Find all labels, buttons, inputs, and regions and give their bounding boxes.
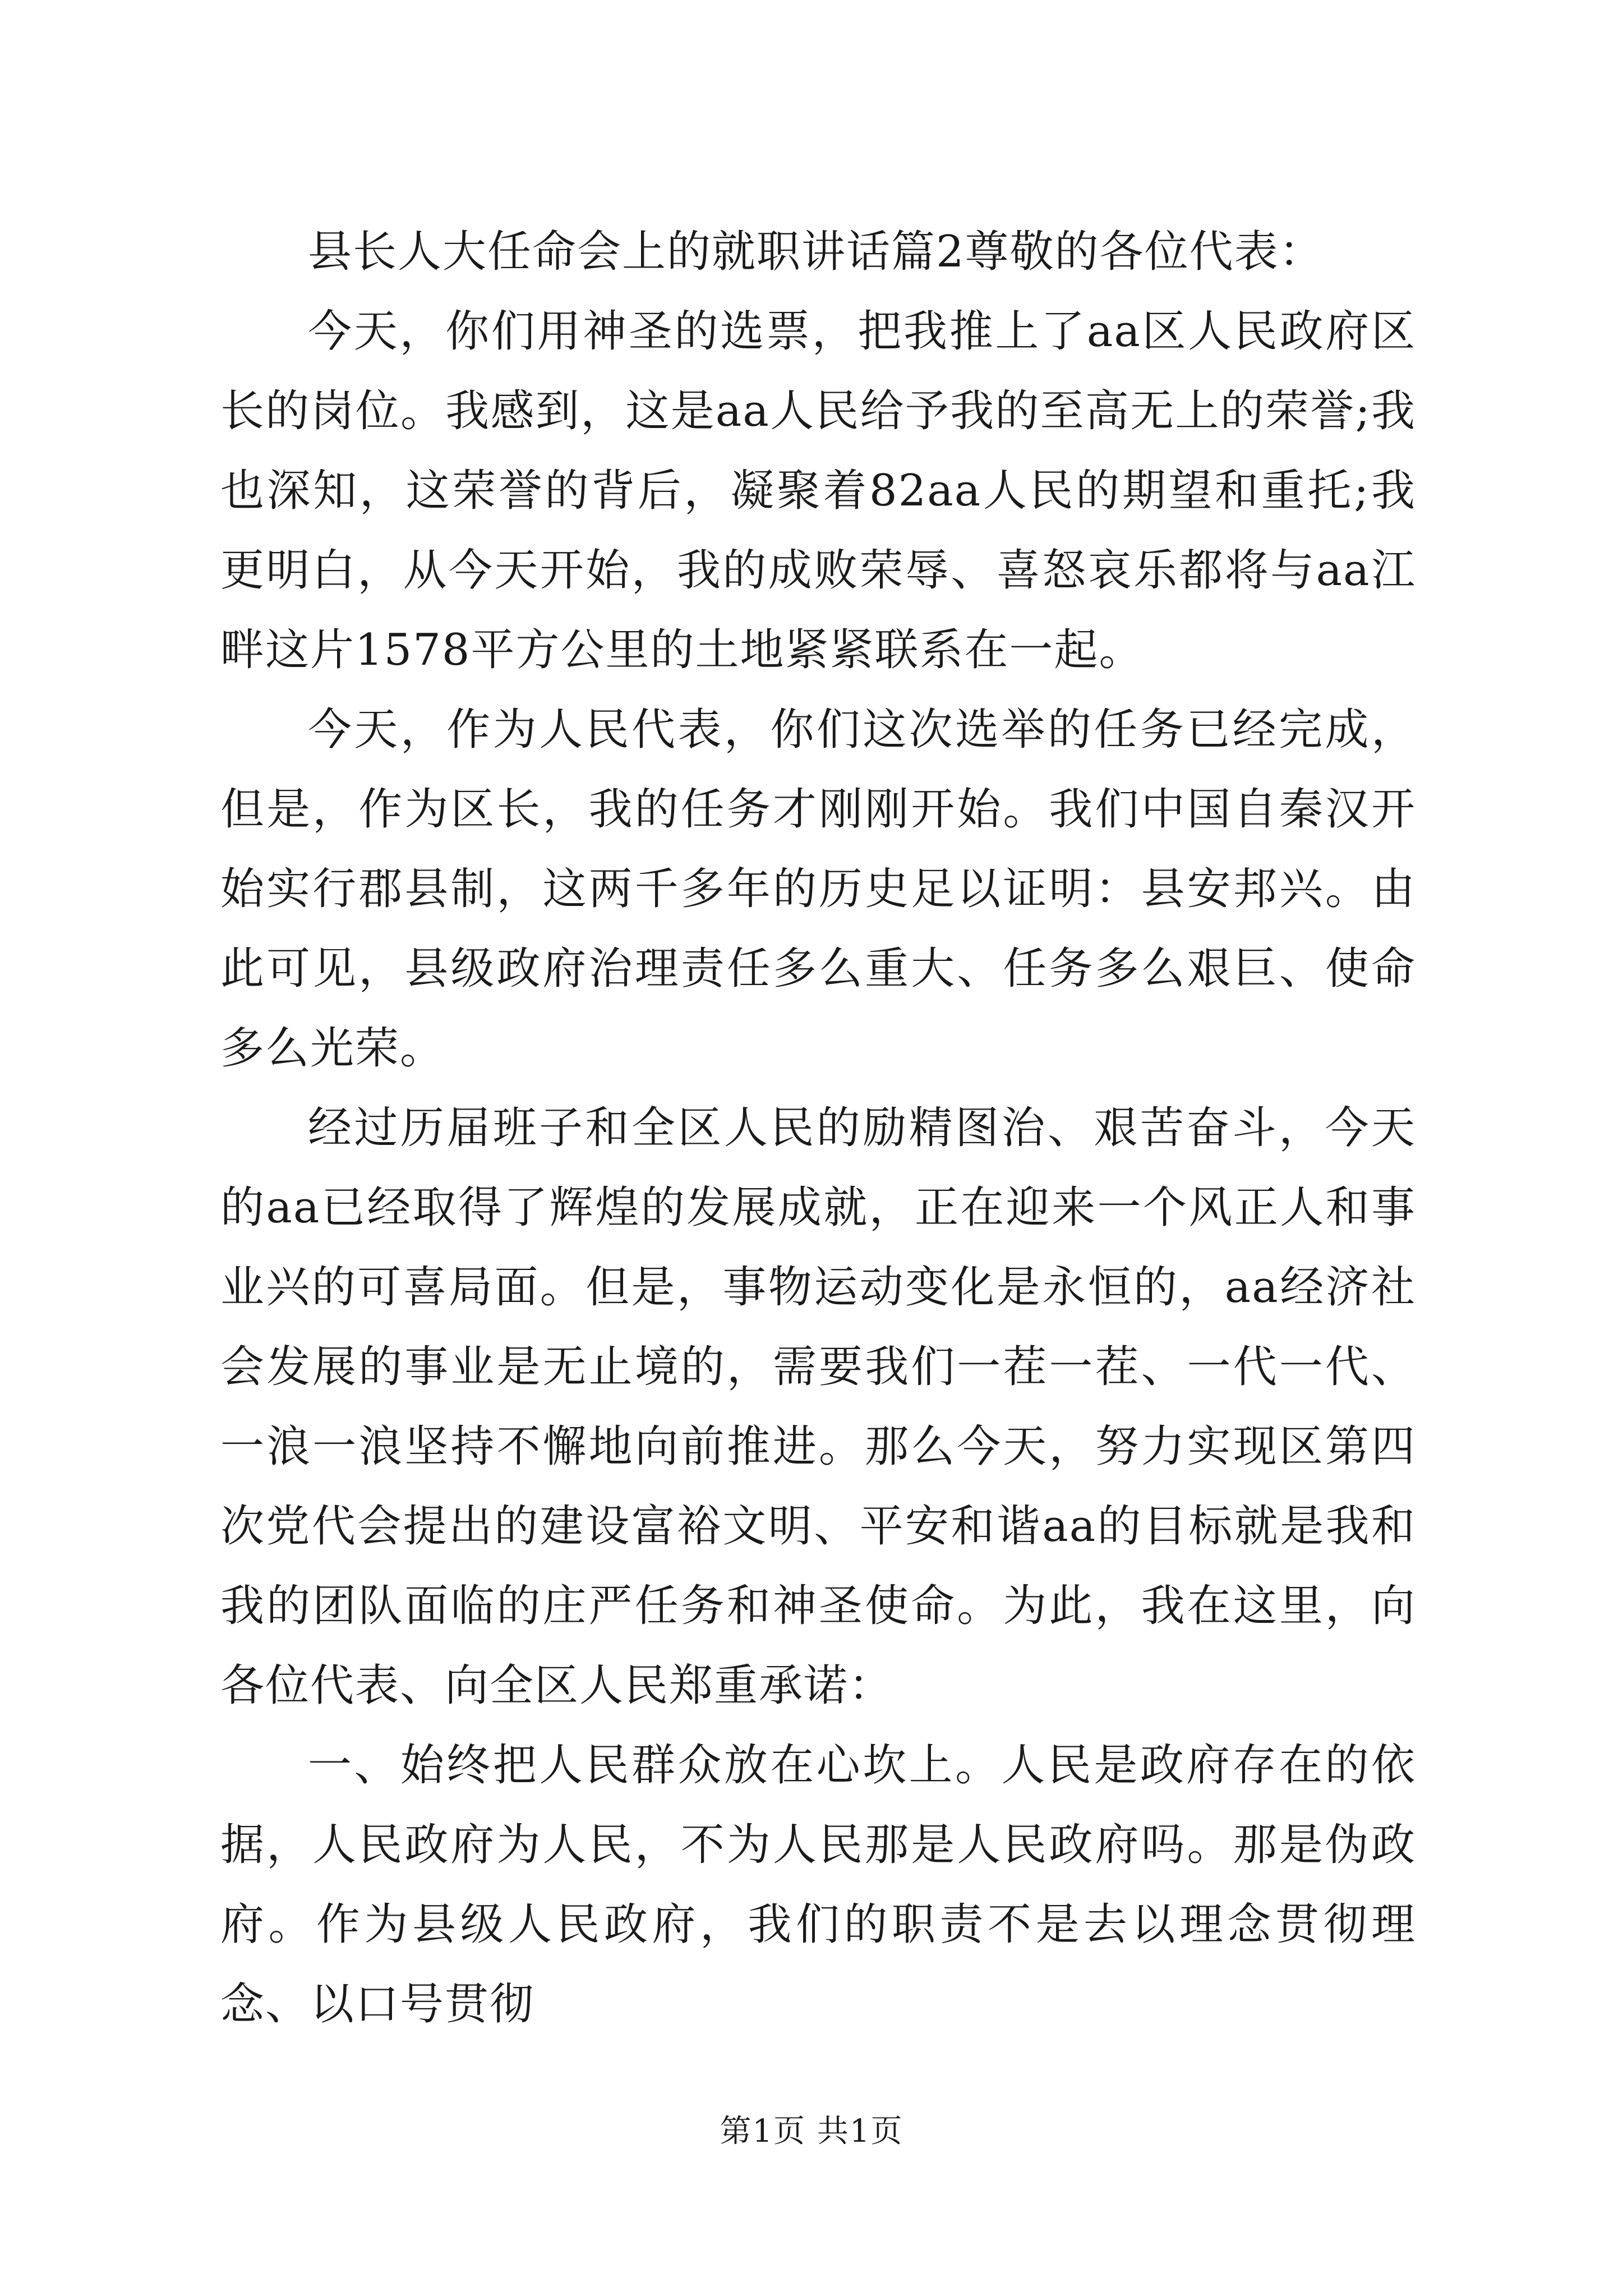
paragraph-1: 今天，你们用神圣的选票，把我推上了aa区人民政府区长的岗位。我感到，这是aa人民给予我的至高无上的荣誉;我也深知，这荣誉的背后，凝聚着82aa人民的期望和重托;我更明白，从今天开始，我的成败荣辱、喜怒哀乐都将与aa江畔这片1578平方公里的土地紧紧联系在一起。 bbox=[220, 306, 1416, 675]
paragraph-3: 经过历届班子和全区人民的励精图治、艰苦奋斗，今天的aa已经取得了辉煌的发展成就，正在迎来一个风正人和事业兴的可喜局面。但是，事物运动变化是永恒的，aa经济社会发展的事业是无止境的，需要我们一茬一茬、一代一代、一浪一浪坚持不懈地向前推进。那么今天，努力实现区第四次党代会提出的建设富裕文明、平安和谐aa的目标就是我和我的团队面临的庄严任务和神圣使命。为此，我在这里，向各位代表、向全区人民郑重承诺： bbox=[220, 1103, 1416, 1711]
paragraph-title: 县长人大任命会上的就职讲话篇2尊敬的各位代表： bbox=[308, 227, 1324, 277]
paragraph-2: 今天，作为人民代表，你们这次选举的任务已经完成，但是，作为区长，我的任务才刚刚开始。我们中国自秦汉开始实行郡县制，这两千多年的历史足以证明：县安邦兴。由此可见，县级政府治理责任多么重大、任务多么艰巨、使命多么光荣。 bbox=[220, 705, 1416, 1074]
document-body bbox=[220, 212, 1416, 2044]
page-footer: 第1页 共1页 bbox=[720, 2113, 903, 2150]
paragraph-4: 一、始终把人民群众放在心坎上。人民是政府存在的依据，人民政府为人民，不为人民那是人民政府吗。那是伪政府。作为县级人民政府，我们的职责不是去以理念贯彻理念、以口号贯彻 bbox=[220, 1740, 1416, 2030]
